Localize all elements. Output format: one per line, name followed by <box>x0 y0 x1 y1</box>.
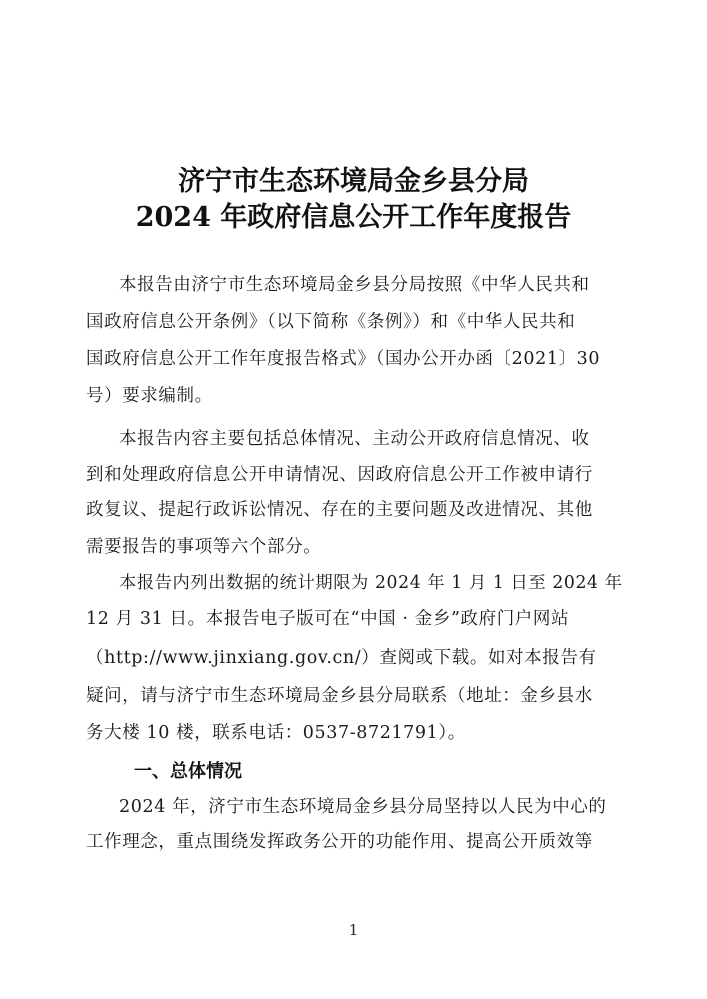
paragraph-3-line-5: 务大楼 10 楼，联系电话：0537-8721791）。 <box>86 723 466 743</box>
paragraph-1-line-4: 号）要求编制。 <box>86 386 213 406</box>
section-1-heading: 一、总体情况 <box>134 761 242 782</box>
paragraph-2-line-4: 需要报告的事项等六个部分。 <box>86 537 322 557</box>
paragraph-3-line-4: 疑问，请与济宁市生态环境局金乡县分局联系（地址：金乡县水 <box>86 686 593 706</box>
paragraph-3-line-3: （http://www.jinxiang.gov.cn/）查阅或下载。如对本报告有 <box>86 648 597 668</box>
paragraph-2-line-1: 本报告内容主要包括总体情况、主动公开政府信息情况、收 <box>119 429 590 449</box>
paragraph-2-line-3: 政复议、提起行政诉讼情况、存在的主要问题及改进情况、其他 <box>86 500 593 520</box>
paragraph-1-line-2: 国政府信息公开条例》（以下简称《条例》）和《中华人民共和 <box>86 312 576 332</box>
paragraph-3-line-2: 12 月 31 日。本报告电子版可在“中国 · 金乡”政府门户网站 <box>86 609 570 629</box>
paragraph-4-line-1: 2024 年，济宁市生态环境局金乡县分局坚持以人民为中心的 <box>119 797 607 817</box>
paragraph-2-line-2: 到和处理政府信息公开申请情况、因政府信息公开工作被申请行 <box>86 465 593 485</box>
document-title-line-1: 济宁市生态环境局金乡县分局 <box>178 166 529 197</box>
paragraph-3-line-1: 本报告内列出数据的统计期限为 2024 年 1 月 1 日至 2024 年 <box>119 573 623 593</box>
paragraph-1-line-1: 本报告由济宁市生态环境局金乡县分局按照《中华人民共和 <box>119 275 590 295</box>
page-number: 1 <box>348 921 359 939</box>
paragraph-4-line-2: 工作理念，重点围绕发挥政务公开的功能作用、提高公开质效等 <box>86 832 593 852</box>
paragraph-1-line-3: 国政府信息公开工作年度报告格式》（国办公开办函〔2021〕30 <box>86 349 601 369</box>
document-title-line-2: 2024 年政府信息公开工作年度报告 <box>135 202 572 233</box>
